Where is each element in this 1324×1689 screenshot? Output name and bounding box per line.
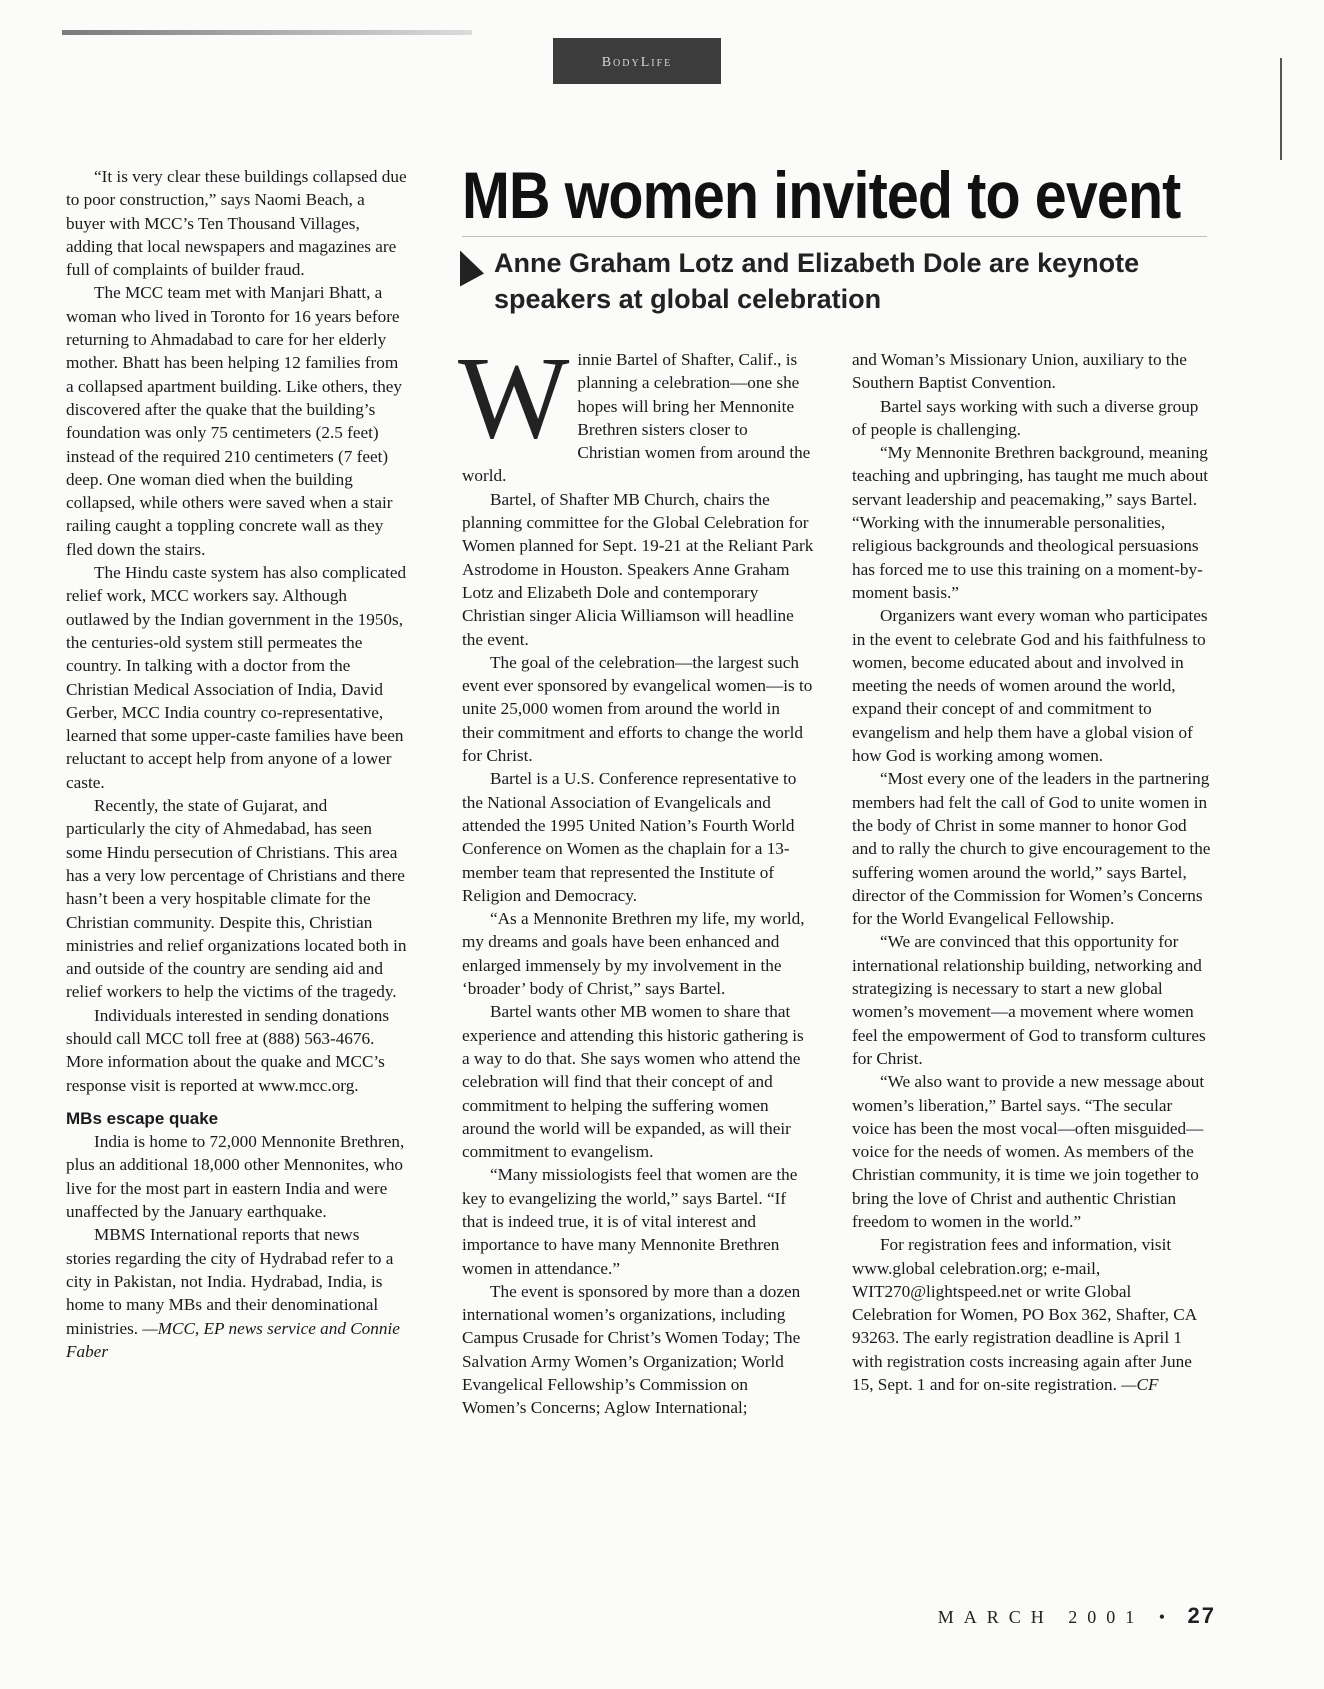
paragraph: “We also want to provide a new message about women’s liberation,” Bartel says. “The secular voice has been the most vocal—often misguided—voice for the needs of women. As members of the Christian community, it is time we join together to bring the love of Christ and authentic Christian freedom to women in the world.”	[852, 1072, 1205, 1231]
paragraph: The Hindu caste system has also complicated relief work, MCC workers say. Although outlawed by the Indian government in the 1950s, the centuries-old system still permeates the country. In talking with a doctor from the Christian Medical Association of India, David Gerber, MCC India country co-representative, learned that some upper-caste families have been reluctant to accept help from anyone of a lower caste.	[66, 563, 407, 792]
paragraph-text: MBMS International reports that news stories regarding the city of Hydrabad refer to a city in Pakistan, not India. Hydrabad, India, is home to many MBs and their denominational ministries.	[66, 1225, 394, 1338]
paragraph: Individuals interested in sending donations should call MCC toll free at (888) 563-4676. More information about the quake and MCC’s response visit is reported at www.mcc.org.	[66, 1005, 390, 1095]
paragraph: Bartel says working with such a diverse group of people is challenging.	[852, 396, 1199, 439]
paragraph: The event is sponsored by more than a dozen international women’s organizations, including Campus Crusade for Christ’s Women Today; The Salvation Army Women’s Organization; World Evangelical Fellowship’s Commission on Women’s Concerns; Aglow International;	[462, 1281, 801, 1418]
lead-paragraph	[458, 332, 815, 488]
byline: —CF	[1121, 1375, 1159, 1395]
paragraph	[66, 1223, 408, 1363]
page-number: 27	[1187, 1603, 1216, 1628]
paragraph: “Many missiologists feel that women are the key to evangelizing the world,” says Bartel. “If that is indeed true, it is of vital interest and importance to have many Mennonite Brethren women in attendance.”	[462, 1165, 798, 1278]
column-left	[66, 165, 408, 1363]
column-middle	[458, 332, 815, 1420]
drop-cap: W	[458, 332, 570, 463]
paragraph: Bartel, of Shafter MB Church, chairs the planning committee for the Global Celebration for Women planned for Sept. 19-21 at the Reliant Park Astrodome in Houston. Speakers Anne Graham Lotz and Elizabeth Dole and contemporary Christian singer Alicia Williamson will headline the event.	[462, 489, 814, 649]
headline: MB women invited to event	[462, 158, 1181, 232]
paragraph: “My Mennonite Brethren background, meaning teaching and upbringing, has taught me much about servant leadership and peacemaking,” says Bartel. “Working with the innumerable personalities, religious backgrounds and theological persuasions has forced me to use this training on a moment-by-moment basis.”	[852, 443, 1209, 602]
arrow-icon	[460, 250, 484, 291]
paragraph: The goal of the celebration—the largest such event ever sponsored by evangelical women—is to unite 25,000 women from around the world in their commitment and efforts to change the world for Christ.	[462, 652, 813, 766]
paragraph: “We are convinced that this opportunity for international relationship building, networking and strategizing is necessary to start a new global women’s movement—a movement where women feel the empowerment of God to transform cultures for Christ.	[852, 932, 1206, 1068]
top-rule	[62, 30, 472, 35]
issue-date: MARCH 2001	[937, 1607, 1145, 1627]
paragraph: Recently, the state of Gujarat, and particularly the city of Ahmedabad, has seen some Hindu persecution of Christians. This area has a very low percentage of Christians and there hasn’t been a very hospitable climate for the Christian community. Despite this, Christian ministries and relief organizations located both in and outside of the country are sending aid and relief workers to help the victims of the tragedy.	[66, 796, 407, 1002]
paragraph: Bartel is a U.S. Conference representative to the National Association of Evangelicals and attended the 1995 United Nation’s Fourth World Conference on Women as the chaplain for a 13-member team that represented the Institute of Religion and Democracy.	[462, 769, 797, 905]
paragraph: Organizers want every woman who participates in the event to celebrate God and his faithfulness to women, become educated about and involved in meeting the needs of women around the world, expand their concept of and commitment to evangelism and help them have a global vision of how God is working among women.	[852, 606, 1208, 766]
paragraph	[852, 1233, 1212, 1396]
paragraph: Bartel wants other MB women to share that experience and attending this historic gathering is a way to do that. She says women who attend the celebration will find that their concept of and commitment to helping the suffering women around the world will be expanded, as will their commitment to evangelism.	[462, 1002, 804, 1162]
paragraph: “It is very clear these buildings collapsed due to poor construction,” says Naomi Beach, a buyer with MCC’s Ten Thousand Villages, adding that local newspapers and magazines are full of complaints of builder fraud.	[66, 167, 407, 280]
separator: •	[1158, 1607, 1174, 1627]
paragraph-text: For registration fees and information, visit www.global celebration.org; e-mail, WIT270@lightspeed.net or write Global Celebration for Women, PO Box 362, Shafter, CA 93263. The early registration deadline is April 1 with registration costs increasing again after June 15, Sept. 1 and for on-site registration.	[852, 1235, 1197, 1395]
section-tab: BodyLife	[553, 38, 721, 84]
margin-mark	[1280, 58, 1282, 160]
column-right	[852, 348, 1212, 1396]
paragraph: “As a Mennonite Brethren my life, my world, my dreams and goals have been enhanced and enlarged immensely by my involvement in the ‘broader’ body of Christ,” says Bartel.	[462, 909, 805, 999]
paragraph: India is home to 72,000 Mennonite Brethren, plus an additional 18,000 other Mennonites, who live for the most part in eastern India and were unaffected by the January earthquake.	[66, 1132, 405, 1222]
folio	[896, 1603, 1216, 1629]
headline-rule	[462, 236, 1207, 237]
subhead: MBs escape quake	[66, 1108, 219, 1128]
lead-text: innie Bartel of Shafter, Calif., is planning a celebration—one she hopes will bring her Mennonite Brethren sisters closer to Christian women from around the world.	[462, 350, 811, 486]
byline: —MCC, EP news service and Connie Faber	[66, 1318, 400, 1361]
paragraph: “Most every one of the leaders in the partnering members had felt the call of God to unite women in the body of Christ in some manner to honor God and to rally the church to give encouragement to the suffering women around the world,” says Bartel, director of the Commission for Women’s Concerns for the World Evangelical Fellowship.	[852, 769, 1211, 929]
deck: Anne Graham Lotz and Elizabeth Dole are keynote speakers at global celebration	[494, 248, 1140, 314]
paragraph: and Woman’s Missionary Union, auxiliary to the Southern Baptist Convention.	[852, 350, 1187, 393]
paragraph: The MCC team met with Manjari Bhatt, a woman who lived in Toronto for 16 years before returning to Ahmadabad to care for her elderly mother. Bhatt has been helping 12 families from a collapsed apartment building. Like others, they discovered after the quake that the building’s foundation was only 75 centimeters (2.5 feet) instead of the required 210 centimeters (7 feet) deep. One woman died when the building collapsed, while others were saved when a stair railing caught a toppling concrete wall as they fled down the stairs.	[66, 283, 403, 559]
